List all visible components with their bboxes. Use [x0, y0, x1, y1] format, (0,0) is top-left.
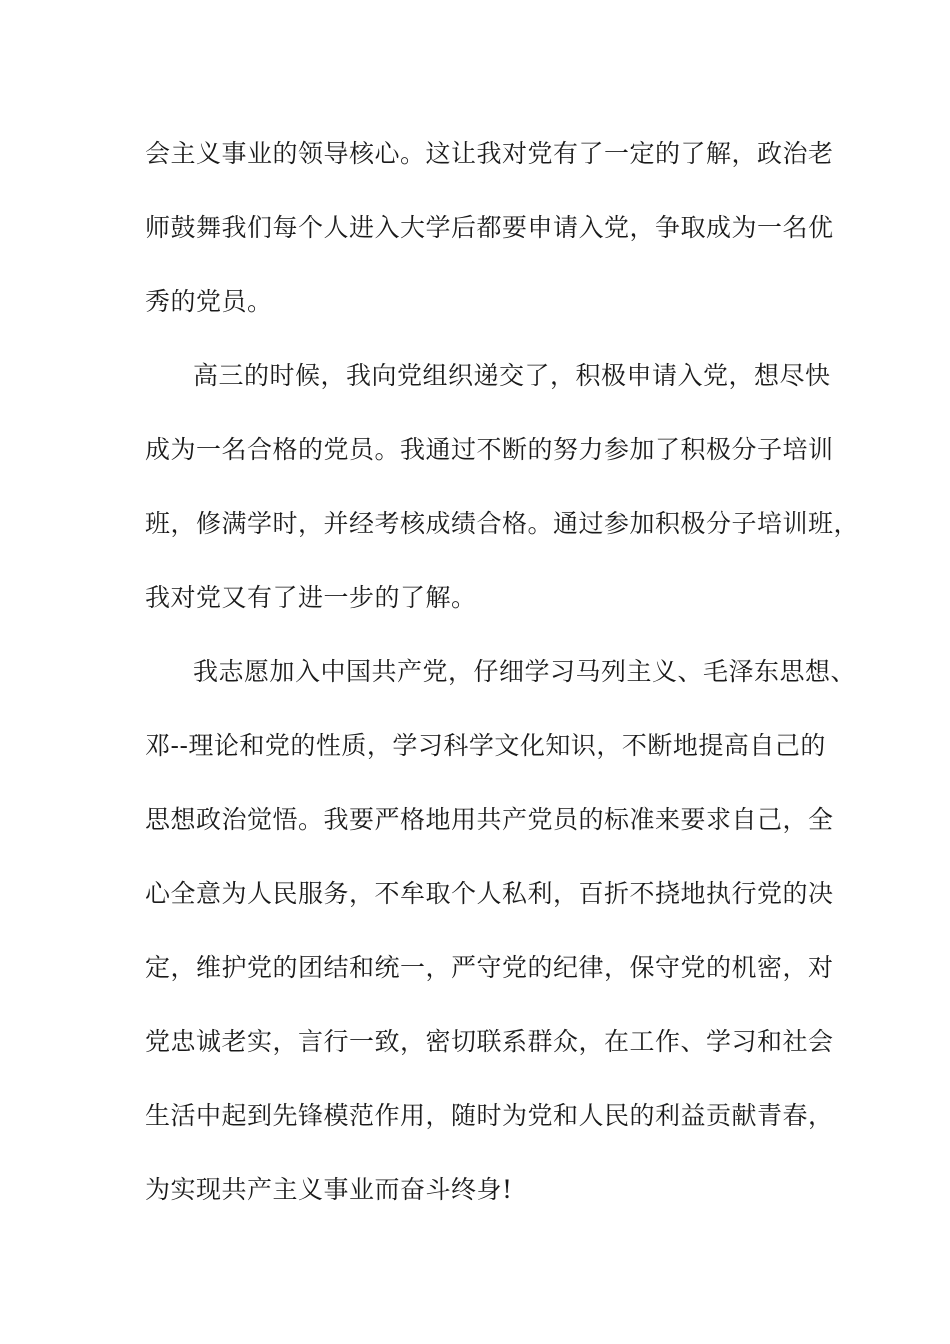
text-line: 我志愿加入中国共产党，仔细学习马列主义、毛泽东思想、: [193, 657, 857, 686]
text-line: 成为一名合格的党员。我通过不断的努力参加了积极分子培训: [145, 435, 834, 464]
text-line: 为实现共产主义事业而奋斗终身!: [145, 1175, 513, 1204]
text-line: 秀的党员。: [145, 287, 273, 316]
text-line: 高三的时候，我向党组织递交了，积极申请入党，想尽快: [193, 361, 831, 390]
text-line: 党忠诚老实，言行一致，密切联系群众，在工作、学习和社会: [145, 1027, 834, 1056]
text-line: 心全意为人民服务，不牟取个人私利，百折不挠地执行党的决: [145, 879, 834, 908]
text-line: 我对党又有了进一步的了解。: [145, 583, 477, 612]
text-line: 会主义事业的领导核心。这让我对党有了一定的了解，政治老: [145, 139, 834, 168]
text-line: 师鼓舞我们每个人进入大学后都要申请入党，争取成为一名优: [145, 213, 834, 242]
text-line: 邓--理论和党的性质，学习科学文化知识，不断地提高自己的: [145, 731, 826, 760]
text-line: 定，维护党的团结和统一，严守党的纪律，保守党的机密，对: [145, 953, 834, 982]
text-line: 班，修满学时，并经考核成绩合格。通过参加积极分子培训班，: [145, 509, 860, 538]
text-line: 生活中起到先锋模范作用，随时为党和人民的利益贡献青春，: [145, 1101, 834, 1130]
text-line: 思想政治觉悟。我要严格地用共产党员的标准来要求自己，全: [145, 805, 834, 834]
